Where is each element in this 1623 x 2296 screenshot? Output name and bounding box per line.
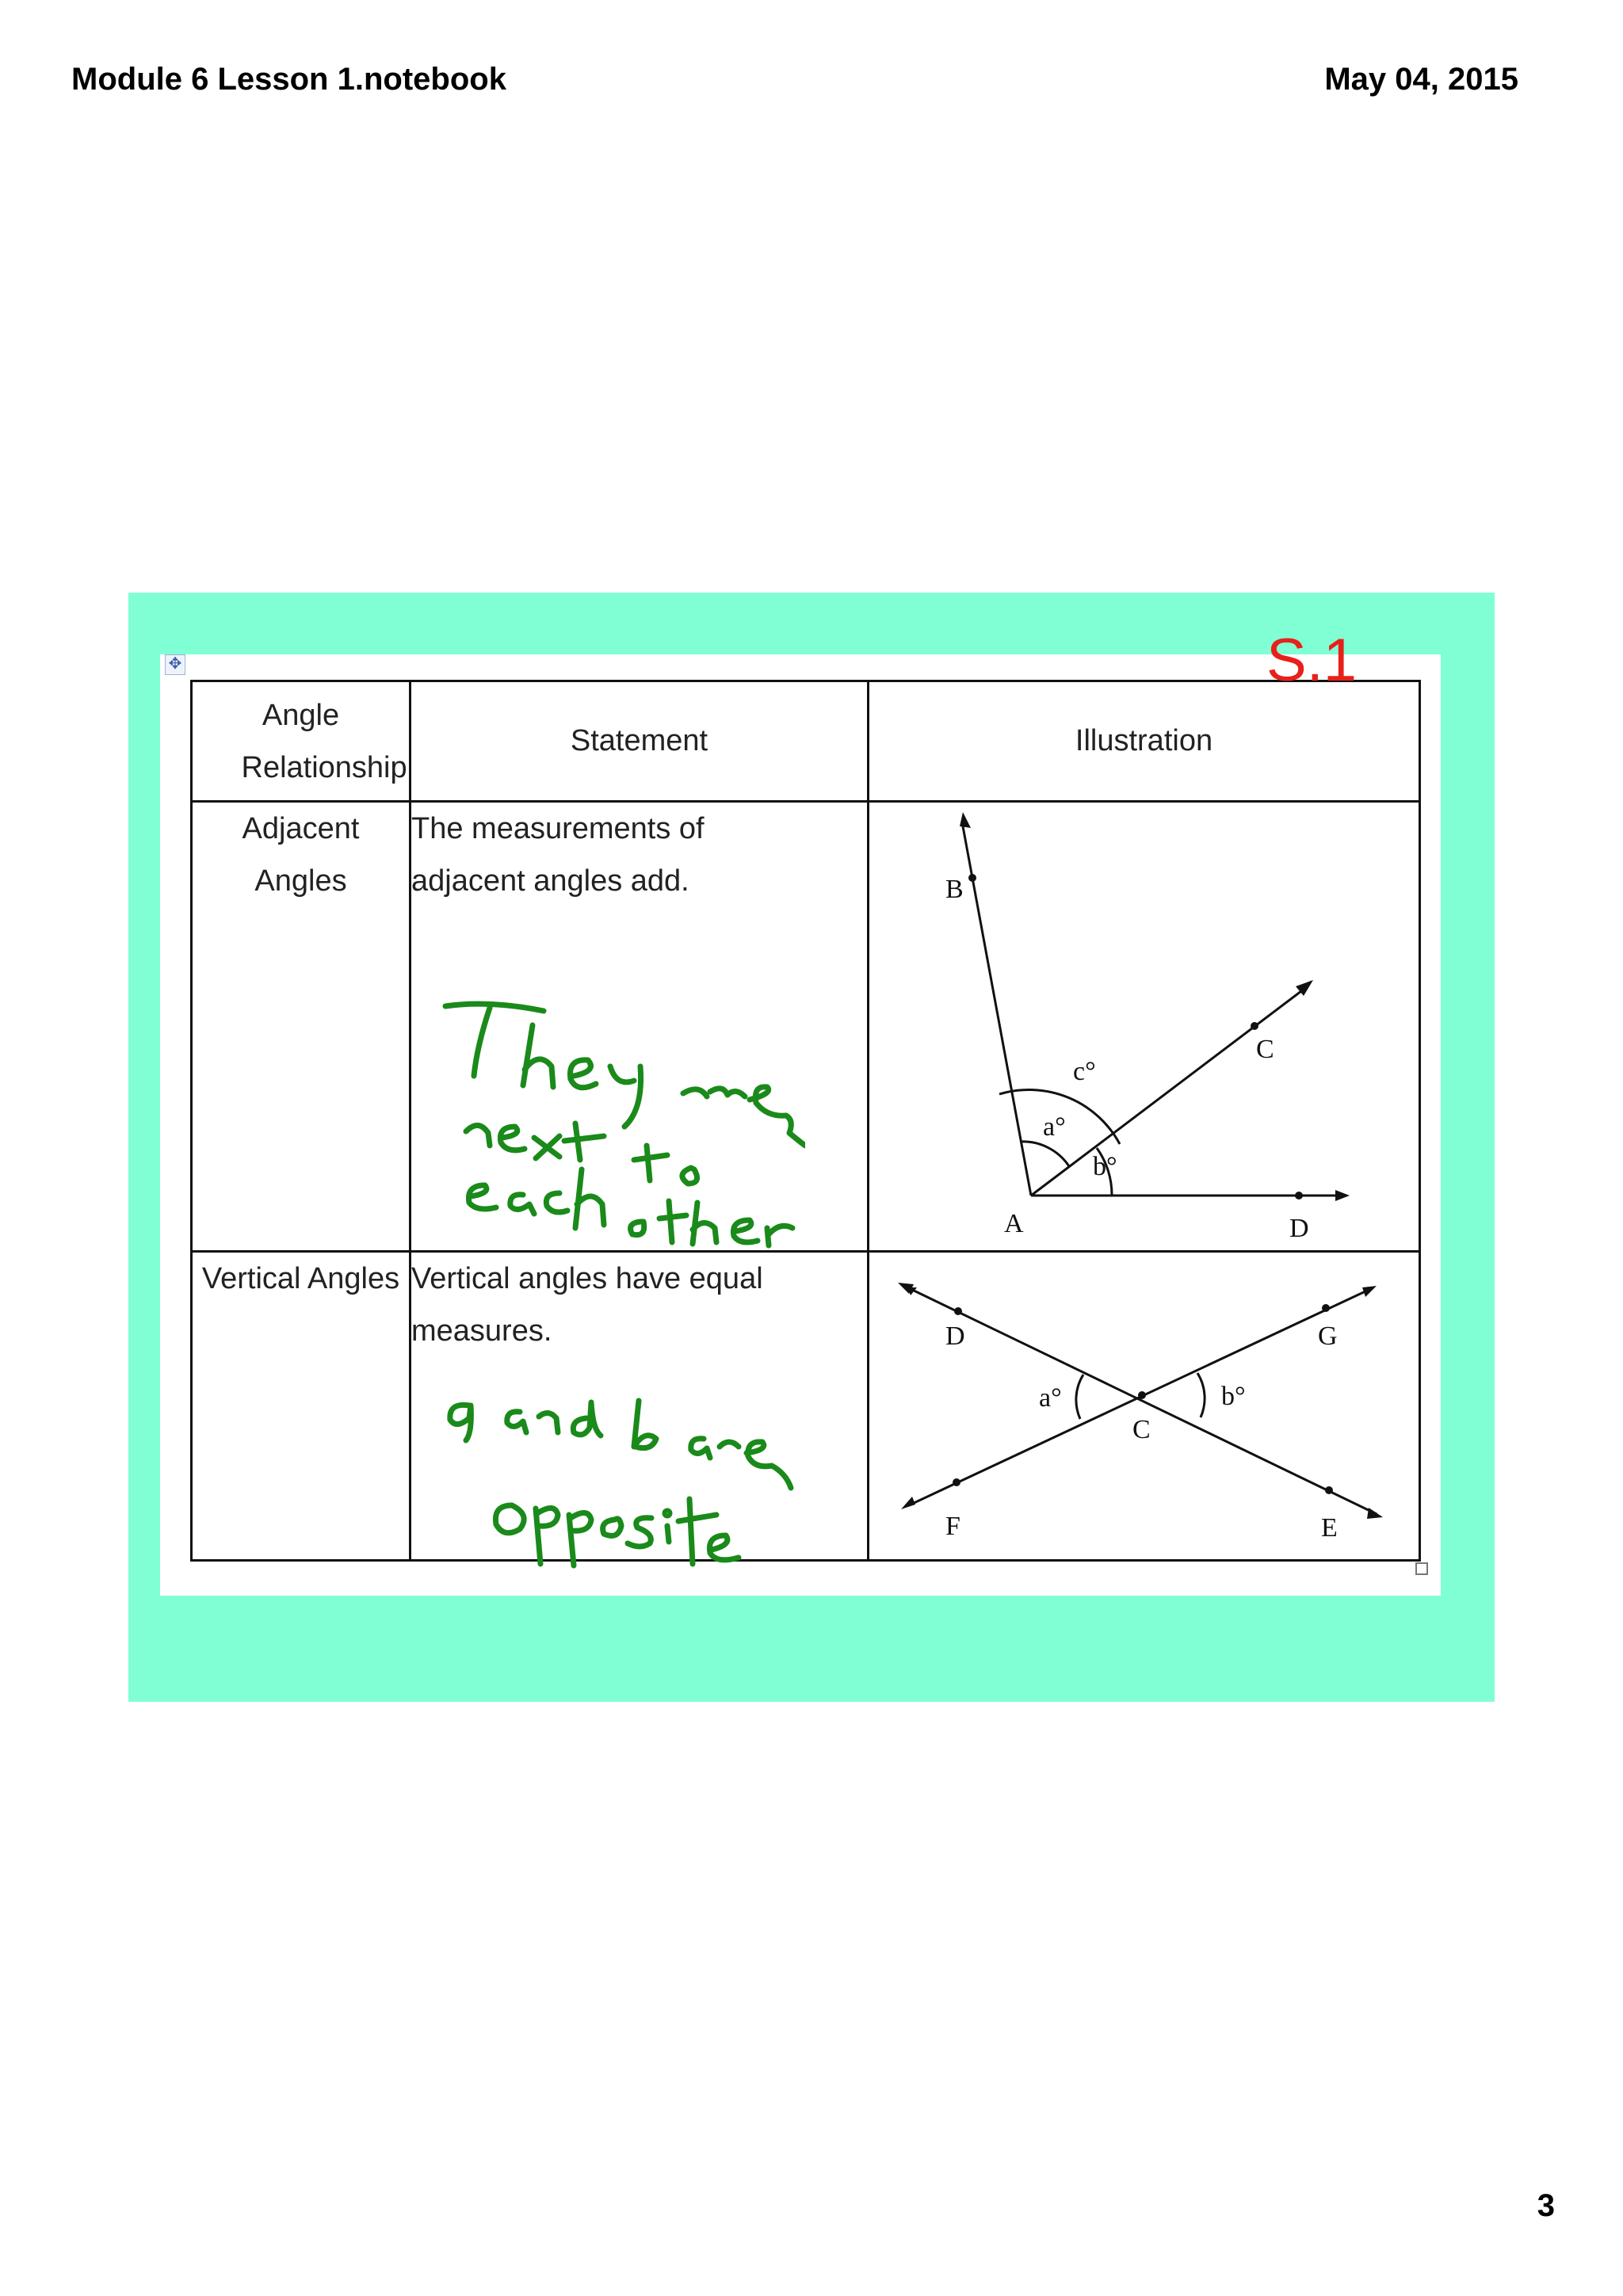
label-f: F bbox=[945, 1512, 960, 1541]
line-fg-arrowhead-f bbox=[901, 1497, 915, 1509]
point-c bbox=[1251, 1022, 1258, 1030]
header-angle-relationship bbox=[192, 681, 411, 802]
point-d bbox=[954, 1307, 962, 1315]
arc-b bbox=[1197, 1373, 1205, 1417]
header-illustration-label: Illustration bbox=[1075, 724, 1213, 757]
vertical-angles-diagram bbox=[869, 1253, 1421, 1562]
label-g: G bbox=[1318, 1322, 1338, 1351]
label-c: C bbox=[1132, 1415, 1151, 1444]
line-de-arrowhead-e bbox=[1367, 1508, 1383, 1519]
label-b-angle: b° bbox=[1093, 1152, 1117, 1181]
ray-ab-arrowhead bbox=[960, 812, 971, 828]
header-angle-relationship-label: Angle Relationship bbox=[241, 698, 407, 784]
label-a-angle: a° bbox=[1043, 1112, 1066, 1142]
statement-cell-vertical bbox=[411, 1252, 869, 1561]
relationship-cell-adjacent bbox=[192, 802, 411, 1252]
table-header-row bbox=[192, 681, 1420, 802]
statement-adjacent-text: The measurements of adjacent angles add. bbox=[411, 812, 705, 898]
arc-a bbox=[1076, 1375, 1083, 1419]
line-fg-arrowhead-g bbox=[1362, 1286, 1377, 1297]
illustration-cell-adjacent bbox=[869, 802, 1420, 1252]
arc-a bbox=[1020, 1142, 1069, 1166]
statement-vertical-text: Vertical angles have equal measures. bbox=[411, 1262, 763, 1348]
label-c: C bbox=[1256, 1035, 1274, 1064]
table-move-handle-icon[interactable]: ✥ bbox=[165, 654, 185, 675]
label-e: E bbox=[1321, 1513, 1338, 1543]
point-g bbox=[1322, 1304, 1330, 1312]
point-c bbox=[1138, 1391, 1146, 1399]
header-statement-label: Statement bbox=[570, 724, 708, 757]
relationship-cell-vertical bbox=[192, 1252, 411, 1561]
page-number: 3 bbox=[1537, 2188, 1555, 2223]
label-c-angle: c° bbox=[1073, 1057, 1096, 1086]
document-title: Module 6 Lesson 1.notebook bbox=[71, 62, 506, 97]
label-b-angle: b° bbox=[1221, 1382, 1246, 1411]
document-date: May 04, 2015 bbox=[1324, 62, 1518, 97]
table-row-adjacent bbox=[192, 802, 1420, 1252]
label-a-angle: a° bbox=[1039, 1383, 1062, 1413]
table-row-vertical bbox=[192, 1252, 1420, 1561]
label-b: B bbox=[945, 875, 964, 904]
header-statement bbox=[411, 681, 869, 802]
label-d: D bbox=[945, 1322, 965, 1351]
point-f bbox=[953, 1478, 960, 1486]
relationship-adjacent-label: Adjacent Angles bbox=[242, 812, 360, 898]
slide-tag: S.1 bbox=[1266, 627, 1358, 694]
point-b bbox=[968, 874, 976, 882]
adjacent-angles-diagram bbox=[869, 803, 1421, 1253]
label-a-point: A bbox=[1004, 1209, 1024, 1238]
ray-ad-arrowhead bbox=[1335, 1190, 1350, 1201]
header-illustration bbox=[869, 681, 1420, 802]
illustration-cell-vertical bbox=[869, 1252, 1420, 1561]
relationship-vertical-label: Vertical Angles bbox=[201, 1262, 400, 1295]
ray-ac bbox=[1031, 991, 1301, 1196]
table-resize-handle[interactable] bbox=[1415, 1562, 1428, 1575]
angle-relationship-table bbox=[190, 680, 1421, 1562]
statement-cell-adjacent bbox=[411, 802, 869, 1252]
label-d: D bbox=[1289, 1214, 1309, 1243]
line-de bbox=[907, 1287, 1377, 1514]
point-e bbox=[1325, 1486, 1333, 1494]
point-d bbox=[1295, 1192, 1303, 1199]
